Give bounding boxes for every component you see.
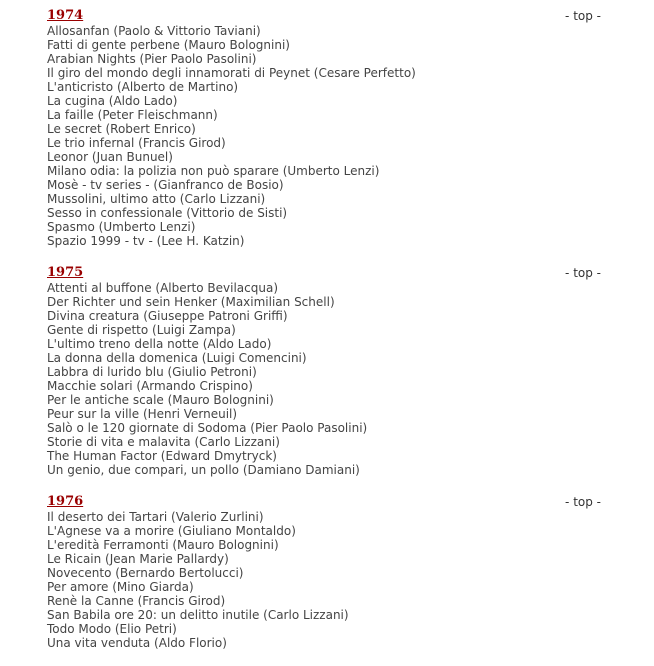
film-item: L'anticristo (Alberto de Martino)	[47, 80, 239, 94]
film-item: Spazio 1999 - tv - (Lee H. Katzin)	[47, 234, 245, 248]
film-item: Storie di vita e malavita (Carlo Lizzani)	[47, 435, 280, 449]
film-list	[47, 510, 607, 650]
film-item: Novecento (Bernardo Bertolucci)	[47, 566, 244, 580]
film-item: Allosanfan (Paolo & Vittorio Taviani)	[47, 24, 261, 38]
top-link[interactable]: - top -	[565, 495, 601, 509]
film-item: Labbra di lurido blu (Giulio Petroni)	[47, 365, 257, 379]
year-link-1974[interactable]: 1974	[47, 8, 84, 23]
film-item: Per le antiche scale (Mauro Bolognini)	[47, 393, 274, 407]
film-item: Milano odia: la polizia non può sparare (Umberto Lenzi)	[47, 164, 380, 178]
film-item: Le secret (Robert Enrico)	[47, 122, 196, 136]
film-item: L'eredità Ferramonti (Mauro Bolognini)	[47, 538, 279, 552]
year-header	[47, 7, 607, 24]
film-item: Divina creatura (Giuseppe Patroni Griffi)	[47, 309, 288, 323]
film-item: Per amore (Mino Giarda)	[47, 580, 194, 594]
film-item: Der Richter und sein Henker (Maximilian Schell)	[47, 295, 335, 309]
film-item: Le Ricain (Jean Marie Pallardy)	[47, 552, 229, 566]
film-list	[47, 281, 607, 477]
film-item: Salò o le 120 giornate di Sodoma (Pier Paolo Pasolini)	[47, 421, 368, 435]
film-item: Todo Modo (Elio Petri)	[47, 622, 177, 636]
film-item: Gente di rispetto (Luigi Zampa)	[47, 323, 236, 337]
film-item: Mussolini, ultimo atto (Carlo Lizzani)	[47, 192, 266, 206]
film-item: Le trio infernal (Francis Girod)	[47, 136, 226, 150]
film-item: San Babila ore 20: un delitto inutile (Carlo Lizzani)	[47, 608, 349, 622]
year-section-1975	[47, 264, 607, 477]
film-item: Peur sur la ville (Henri Verneuil)	[47, 407, 238, 421]
year-header	[47, 264, 607, 281]
film-item: Sesso in confessionale (Vittorio de Sisti)	[47, 206, 288, 220]
film-item: La faille (Peter Fleischmann)	[47, 108, 218, 122]
film-item: Attenti al buffone (Alberto Bevilacqua)	[47, 281, 278, 295]
top-link[interactable]: - top -	[565, 266, 601, 280]
film-item: Renè la Canne (Francis Girod)	[47, 594, 226, 608]
year-link-1976[interactable]: 1976	[47, 494, 84, 509]
year-section-1974	[47, 7, 607, 248]
film-item: Il giro del mondo degli innamorati di Peynet (Cesare Perfetto)	[47, 66, 416, 80]
film-item: Mosè - tv series - (Gianfranco de Bosio)	[47, 178, 284, 192]
film-item: Spasmo (Umberto Lenzi)	[47, 220, 196, 234]
film-item: Una vita venduta (Aldo Florio)	[47, 636, 227, 650]
film-item: La donna della domenica (Luigi Comencini)	[47, 351, 307, 365]
film-item: Leonor (Juan Bunuel)	[47, 150, 173, 164]
film-item: Un genio, due compari, un pollo (Damiano Damiani)	[47, 463, 360, 477]
film-item: The Human Factor (Edward Dmytryck)	[47, 449, 277, 463]
film-list	[47, 24, 607, 248]
film-item: Fatti di gente perbene (Mauro Bolognini)	[47, 38, 290, 52]
film-item: L'Agnese va a morire (Giuliano Montaldo)	[47, 524, 296, 538]
year-link-1975[interactable]: 1975	[47, 265, 84, 280]
film-item: Il deserto dei Tartari (Valerio Zurlini)	[47, 510, 264, 524]
year-header	[47, 493, 607, 510]
year-section-1976	[47, 493, 607, 650]
film-item: Macchie solari (Armando Crispino)	[47, 379, 253, 393]
film-item: Arabian Nights (Pier Paolo Pasolini)	[47, 52, 257, 66]
film-item: L'ultimo treno della notte (Aldo Lado)	[47, 337, 272, 351]
top-link[interactable]: - top -	[565, 9, 601, 23]
film-item: La cugina (Aldo Lado)	[47, 94, 178, 108]
filmography-list	[47, 7, 607, 666]
